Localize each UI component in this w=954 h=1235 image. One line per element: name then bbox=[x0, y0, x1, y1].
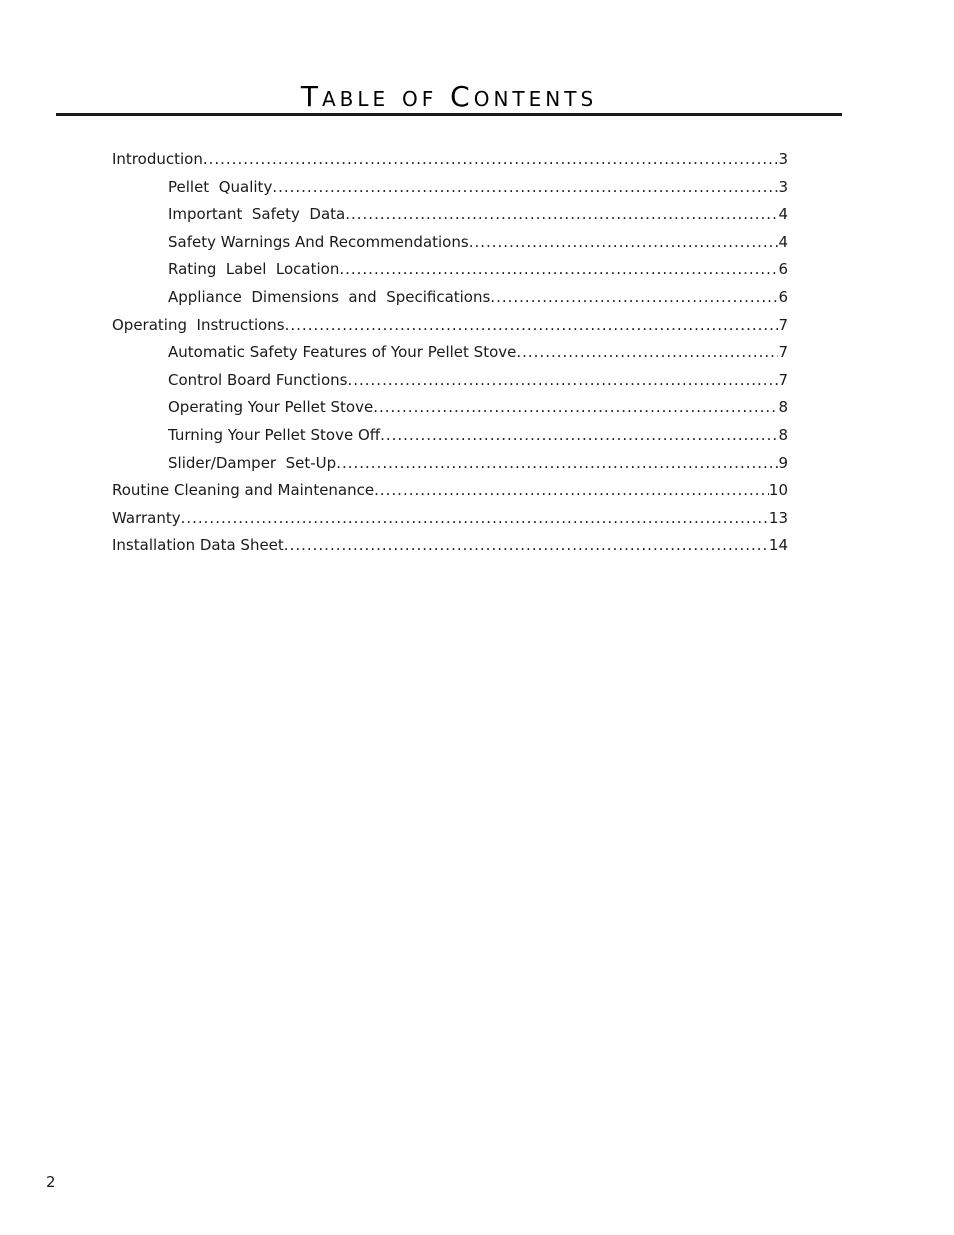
toc-entry-label: Slider/Damper Set-Up bbox=[168, 453, 337, 472]
toc-entry-label: Installation Data Sheet bbox=[112, 536, 284, 555]
toc-entry-page: 7 bbox=[778, 343, 788, 362]
toc-entry-page: 14 bbox=[768, 536, 788, 555]
toc-dot-leader bbox=[490, 284, 778, 312]
toc-entry-page: 8 bbox=[778, 398, 788, 417]
toc-entry-slider-damper-setup[interactable] bbox=[112, 450, 788, 478]
toc-entry-important-safety-data[interactable] bbox=[112, 201, 788, 229]
toc-entry-control-board-functions[interactable] bbox=[112, 367, 788, 395]
toc-dot-leader bbox=[336, 450, 778, 478]
toc-entry-automatic-safety-features[interactable] bbox=[112, 339, 788, 367]
toc-entry-label: Routine Cleaning and Maintenance bbox=[112, 481, 375, 500]
toc-dot-leader bbox=[181, 505, 769, 533]
toc-dot-leader bbox=[373, 394, 778, 422]
toc-entry-label: Rating Label Location bbox=[168, 260, 340, 279]
toc-dot-leader bbox=[284, 532, 769, 560]
toc-entry-label: Operating Your Pellet Stove bbox=[168, 398, 374, 417]
toc-entry-label: Appliance Dimensions and Specifications bbox=[168, 287, 491, 306]
page-number: 2 bbox=[46, 1173, 56, 1191]
toc-entry-pellet-quality[interactable] bbox=[112, 174, 788, 202]
toc-entry-warranty[interactable] bbox=[112, 505, 788, 533]
toc-dot-leader bbox=[516, 339, 778, 367]
toc-entry-page: 6 bbox=[778, 260, 788, 279]
toc-entry-routine-cleaning[interactable] bbox=[112, 477, 788, 505]
toc-entry-page: 7 bbox=[778, 370, 788, 389]
toc-entry-introduction[interactable] bbox=[112, 146, 788, 174]
toc-entry-page: 3 bbox=[778, 177, 788, 196]
toc-entry-safety-warnings[interactable] bbox=[112, 229, 788, 257]
toc-dot-leader bbox=[347, 367, 778, 395]
table-of-contents bbox=[112, 146, 788, 560]
toc-entry-page: 9 bbox=[778, 453, 788, 472]
toc-dot-leader bbox=[272, 174, 778, 202]
toc-entry-label: Automatic Safety Features of Your Pellet Stove bbox=[168, 343, 517, 362]
toc-entry-page: 10 bbox=[768, 481, 788, 500]
toc-entry-page: 4 bbox=[778, 232, 788, 251]
toc-entry-label: Important Safety Data bbox=[168, 205, 346, 224]
toc-entry-rating-label-location[interactable] bbox=[112, 256, 788, 284]
toc-dot-leader bbox=[285, 312, 779, 340]
toc-dot-leader bbox=[339, 256, 778, 284]
toc-entry-operating-your-pellet-stove[interactable] bbox=[112, 394, 788, 422]
toc-dot-leader bbox=[203, 146, 779, 174]
toc-entry-turning-stove-off[interactable] bbox=[112, 422, 788, 450]
page-title: Table of Contents bbox=[300, 80, 598, 113]
title-divider bbox=[56, 113, 842, 116]
toc-entry-installation-data-sheet[interactable] bbox=[112, 532, 788, 560]
toc-dot-leader bbox=[380, 422, 778, 450]
toc-dot-leader bbox=[469, 229, 779, 257]
toc-entry-label: Safety Warnings And Recommendations bbox=[168, 232, 469, 251]
toc-entry-label: Operating Instructions bbox=[112, 315, 285, 334]
toc-dot-leader bbox=[345, 201, 778, 229]
toc-dot-leader bbox=[374, 477, 769, 505]
toc-entry-label: Pellet Quality bbox=[168, 177, 273, 196]
toc-entry-page: 7 bbox=[778, 315, 788, 334]
toc-entry-page: 8 bbox=[778, 425, 788, 444]
toc-entry-label: Warranty bbox=[112, 508, 181, 527]
toc-entry-page: 13 bbox=[768, 508, 788, 527]
toc-entry-label: Turning Your Pellet Stove Off bbox=[168, 425, 381, 444]
toc-entry-page: 4 bbox=[778, 205, 788, 224]
toc-entry-appliance-dimensions[interactable] bbox=[112, 284, 788, 312]
toc-entry-page: 6 bbox=[778, 287, 788, 306]
toc-entry-page: 3 bbox=[778, 150, 788, 168]
toc-entry-label: Control Board Functions bbox=[168, 370, 348, 389]
toc-entry-operating-instructions[interactable] bbox=[112, 312, 788, 340]
toc-entry-label: Introduction bbox=[112, 150, 203, 168]
